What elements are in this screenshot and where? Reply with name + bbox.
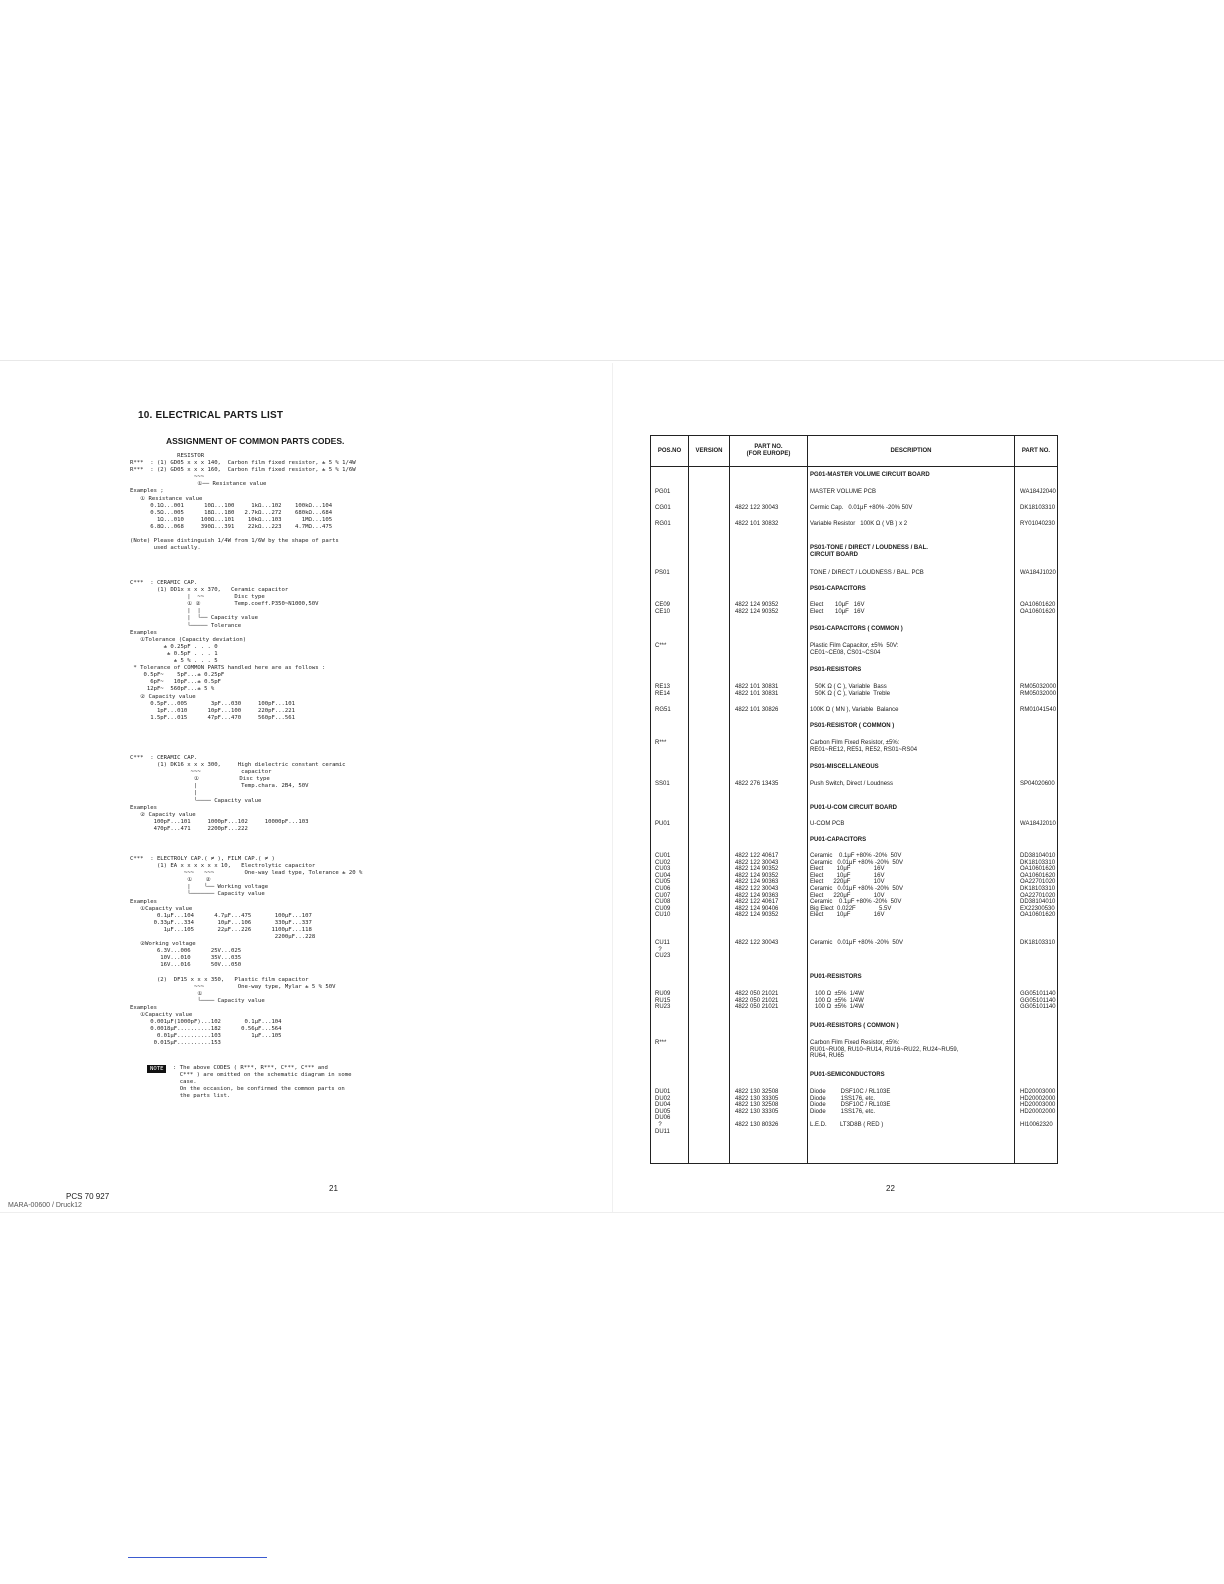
part-no-cell: DK18103310 bbox=[1020, 940, 1056, 946]
description-cell: Variable Resistor 100K Ω ( VB ) x 2 bbox=[810, 521, 908, 527]
part-no-cell: RY01040230 bbox=[1020, 521, 1055, 527]
description-cell: Ceramic 0.01μF +80% -20% 50V bbox=[810, 940, 903, 946]
column-rule bbox=[688, 436, 689, 1163]
description-cell: TONE / DIRECT / LOUDNESS / BAL. PCB bbox=[810, 570, 924, 576]
pos-cell: PU01 bbox=[655, 821, 671, 827]
header-pos-no: POS.NO bbox=[657, 447, 682, 454]
header-rule bbox=[651, 466, 1057, 467]
description-cell: Plastic Film Capacitor, ±5% 50V: CE01~CE08, CS01~CS04 bbox=[810, 643, 899, 656]
print-code-mark: MARA-00600 / Druck12 bbox=[8, 1202, 82, 1209]
header-version: VERSION bbox=[695, 447, 723, 454]
section-title: 10. ELECTRICAL PARTS LIST bbox=[138, 410, 284, 421]
description-cell: 50K Ω ( C ), Variable Bass 50K Ω ( C ), Variable Treble bbox=[815, 684, 891, 697]
pos-cell: RG51 bbox=[655, 707, 671, 713]
header-part-no-europe: PART NO. (FOR EUROPE) bbox=[746, 444, 791, 457]
description-cell: PU01-RESISTORS ( COMMON ) bbox=[810, 1023, 899, 1029]
description-cell: PS01-RESISTORS bbox=[810, 667, 862, 673]
description-cell: PS01-RESISTOR ( COMMON ) bbox=[810, 723, 895, 729]
part-no-cell: SP04020600 bbox=[1020, 781, 1055, 787]
header-part-no: PART NO. bbox=[1021, 447, 1051, 454]
part-no-cell: WA184J1020 bbox=[1020, 570, 1056, 576]
page-gutter bbox=[612, 363, 613, 1213]
description-cell: Carbon Film Fixed Resistor, ±5%: RE01~RE12, RE51, RE52, RS01~RS04 bbox=[810, 740, 918, 753]
section-subtitle: ASSIGNMENT OF COMMON PARTS CODES. bbox=[166, 436, 345, 446]
pos-cell: CU01 CU02 CU03 CU04 CU05 CU06 CU07 CU08 CU09 CU10 bbox=[655, 853, 671, 919]
electrolytic-cap-codes-block: C*** : ELECTROLY CAP.( ≠ ), FILM CAP.( ≠ ) (1) EA x x x x x x 10, Electrolytic capacitor ~~~ ~~~ One-way lead type, Tolerance ± 20 % ① ② | └── Working voltage └─────── Capacity value Examples ①Capacity value 0.1μF...104 4.7μF...475 100μF...107 0.33μF...334 10μF...106 330μF...337 1μF...105 22μF...226 1100μF...118 2200μF...228 ②Working voltage 6.3V...006 25V...025 10V...010 35V...035 16V...016 50V...050 (2) DF15 x x x 350, Plastic film capacitor ~~~ One-way type, Mylar ± 5 % 50V ① └──── Capacity value Examples ①Capacity value 0.001μF(1000pF)...102 0.1μF...104 0.0018μF..........182 0.56μF...564 0.01μF..........103 1μF...105 0.015μF..........153 bbox=[130, 856, 363, 1047]
description-cell: MASTER VOLUME PCB bbox=[810, 489, 877, 495]
page-bottom-edge bbox=[0, 1212, 1224, 1213]
pos-cell: PG01 bbox=[655, 489, 671, 495]
pos-cell: DU01 DU02 DU04 DU05 DU06 ? DU11 bbox=[655, 1089, 671, 1135]
page-top-edge bbox=[0, 360, 1224, 361]
description-cell: PU01-SEMICONDUCTORS bbox=[810, 1072, 885, 1078]
pos-cell: R*** bbox=[655, 1040, 667, 1046]
page-number-right: 22 bbox=[886, 1184, 895, 1193]
part-no-europe-cell: 4822 122 30043 bbox=[735, 940, 779, 946]
description-cell: 100 Ω ±5% 1/4W 100 Ω ±5% 1/4W 100 Ω ±5% 1/4W bbox=[815, 991, 864, 1011]
part-no-cell: DK18103310 bbox=[1020, 505, 1056, 511]
part-no-cell: WA184J2010 bbox=[1020, 821, 1056, 827]
resistor-codes-block: RESISTOR R*** : (1) GD05 x x x 140, Carbon film fixed resistor, ± 5 % 1/4W R*** : (2) GD05 x x x 160, Carbon film fixed resistor, ± 5 % 1/6W ~~~ ①── Resistance value Examples ; ① Resistance value 0.1Ω...001 10Ω...100 1kΩ...102 100kΩ...104 0.5Ω...005 18Ω...180 2.7kΩ...272 680kΩ...684 1Ω...010 100Ω...101 10kΩ...103 1MΩ...105 6.8Ω...068 390Ω...391 22kΩ...223 4.7MΩ...475 (Note) Please distinguish 1/4W from 1/6W by the shape of parts used actually. bbox=[130, 453, 356, 552]
part-no-cell: GG05101140 GG05101140 GG05101140 bbox=[1020, 991, 1056, 1011]
description-cell: PU01-U-COM CIRCUIT BOARD bbox=[810, 805, 897, 811]
description-cell: PG01-MASTER VOLUME CIRCUIT BOARD bbox=[810, 472, 930, 478]
description-cell: PS01-TONE / DIRECT / LOUDNESS / BAL. CIRCUIT BOARD bbox=[810, 545, 928, 558]
header-description: DESCRIPTION bbox=[890, 447, 932, 454]
right-page bbox=[650, 363, 1214, 1213]
part-no-europe-cell: 4822 101 30831 4822 101 30831 bbox=[735, 684, 779, 697]
scanned-spread bbox=[0, 363, 1224, 1213]
pos-cell: C*** bbox=[655, 643, 667, 649]
pos-cell: PS01 bbox=[655, 570, 670, 576]
description-cell: Cermic Cap. 0.01μF +80% -20% 50V bbox=[810, 505, 913, 511]
left-page bbox=[8, 363, 600, 1213]
note-block bbox=[147, 1065, 352, 1100]
part-no-europe-cell: 4822 124 90352 4822 124 90352 bbox=[735, 602, 779, 615]
column-rule bbox=[729, 436, 730, 1163]
description-cell: Elect 10μF 16V Elect 10μF 16V bbox=[810, 602, 865, 615]
pos-cell: CG01 bbox=[655, 505, 671, 511]
pos-cell: CU11 ? CU23 bbox=[655, 940, 671, 960]
part-no-europe-cell: 4822 050 21021 4822 050 21021 4822 050 21021 bbox=[735, 991, 779, 1011]
description-cell: PU01-CAPACITORS bbox=[810, 837, 867, 843]
pos-cell: SS01 bbox=[655, 781, 670, 787]
part-no-europe-cell: 4822 122 30043 bbox=[735, 505, 779, 511]
description-cell: 100K Ω ( MN ), Variable Balance bbox=[810, 707, 899, 713]
part-no-europe-cell: 4822 130 32508 4822 130 33305 4822 130 32508 4822 130 33305 4822 130 80326 bbox=[735, 1089, 779, 1128]
part-no-europe-cell: 4822 101 30826 bbox=[735, 707, 779, 713]
note-badge: NOTE bbox=[147, 1065, 166, 1073]
part-no-europe-cell: 4822 101 30832 bbox=[735, 521, 779, 527]
description-cell: PS01-CAPACITORS ( COMMON ) bbox=[810, 626, 903, 632]
pos-cell: CE09 CE10 bbox=[655, 602, 671, 615]
column-rule bbox=[1014, 436, 1015, 1163]
page-number-left: 21 bbox=[329, 1184, 338, 1193]
description-cell: PS01-CAPACITORS bbox=[810, 586, 866, 592]
description-cell: U-COM PCB bbox=[810, 821, 845, 827]
pos-cell: RU09 RU15 RU23 bbox=[655, 991, 671, 1011]
description-cell: Diode DSF10C / RL103E Diode 1SS176, etc. Diode DSF10C / RL103E Diode 1SS176, etc. L.E.D. LT3D8B ( RED ) bbox=[810, 1089, 891, 1128]
part-no-cell: RM01041540 bbox=[1020, 707, 1057, 713]
part-no-cell: OA10601620 OA10601620 bbox=[1020, 602, 1056, 615]
description-cell: Push Switch, Direct / Loudness bbox=[810, 781, 894, 787]
footer-link-line bbox=[128, 1557, 267, 1558]
description-cell: Carbon Film Fixed Resistor, ±5%: RU01~RU08, RU10~RU14, RU16~RU22, RU24~RU59, RU64, RU65 bbox=[810, 1040, 959, 1060]
pos-cell: RG01 bbox=[655, 521, 671, 527]
note-text: : The above CODES ( R***, R***, C***, C*** and C*** ) are omitted on the schematic diagram in some case. On the occasion, be confirmed the common parts on the parts list. bbox=[173, 1065, 352, 1100]
description-cell: Ceramic 0.1μF +80% -20% 50V Ceramic 0.01μF +80% -20% 50V Elect 10μF 16V Elect 10μF 16V Elect 220μF 10V Ceramic 0.01μF +80% -20% 50V Elect 220μF 10V Ceramic 0.1μF +80% -20% 50V Big Elect 0.022F 5.5V Elect 10μF 16V bbox=[810, 853, 903, 919]
part-no-europe-cell: 4822 276 13435 bbox=[735, 781, 779, 787]
part-no-cell: HD20003000 HD20002000 HD20003000 HD20002000 HI10062320 bbox=[1020, 1089, 1056, 1128]
pos-cell: R*** bbox=[655, 740, 667, 746]
ceramic-cap-2-codes-block: C*** : CERAMIC CAP. (1) DK16 x x x 300, High dielectric constant ceramic ~~~ capacitor ① Disc type | Temp.chara. 2B4, 50V | └──── Capacity value Examples ② Capacity value 100pF...101 1000pF...102 10000pF...103 470pF...471 2200pF...222 bbox=[130, 755, 346, 832]
model-mark: PCS 70 927 bbox=[66, 1192, 110, 1201]
description-cell: PS01-MISCELLANEOUS bbox=[810, 764, 879, 770]
parts-table bbox=[650, 435, 1058, 1164]
part-no-europe-cell: 4822 122 40617 4822 122 30043 4822 124 90352 4822 124 90352 4822 124 90363 4822 122 30043 4822 124 90363 4822 122 40617 4822 124 90406 4822 124 90352 bbox=[735, 853, 779, 919]
pos-cell: RE13 RE14 bbox=[655, 684, 671, 697]
part-no-cell: RM05032000 RM05032000 bbox=[1020, 684, 1057, 697]
ceramic-cap-codes-block: C*** : CERAMIC CAP. (1) DD1x x x x 370, Ceramic capacitor | ~~ Disc type ① ② Temp.coeff.P350~N1000,50V | | | └── Capacity value └───── Tolerance Examples ①Tolerance (Capacity deviation) ± 0.25pF . . . 0 ± 0.5pF . . . 1 ± 5 % . . . 5 * Tolerance of COMMON PARTS handled here are as follows : 0.5pF~ 5pF...± 0.25pF 6pF~ 10pF...± 0.5pF 12pF~ 560pF...± 5 % ② Capacity value 0.5pF...005 3pF...030 100pF...101 1pF...010 10pF...100 220pF...221 1.5pF...015 47pF...470 560pF...561 bbox=[130, 580, 326, 721]
part-no-cell: DD38104010 DK18103310 OA10601620 OA10601620 OA22701020 DK18103310 OA22701020 DD38104010 EX22300530 OA10601620 bbox=[1020, 853, 1056, 919]
part-no-cell: WA184J2040 bbox=[1020, 489, 1056, 495]
column-rule bbox=[807, 436, 808, 1163]
description-cell: PU01-RESISTORS bbox=[810, 974, 862, 980]
